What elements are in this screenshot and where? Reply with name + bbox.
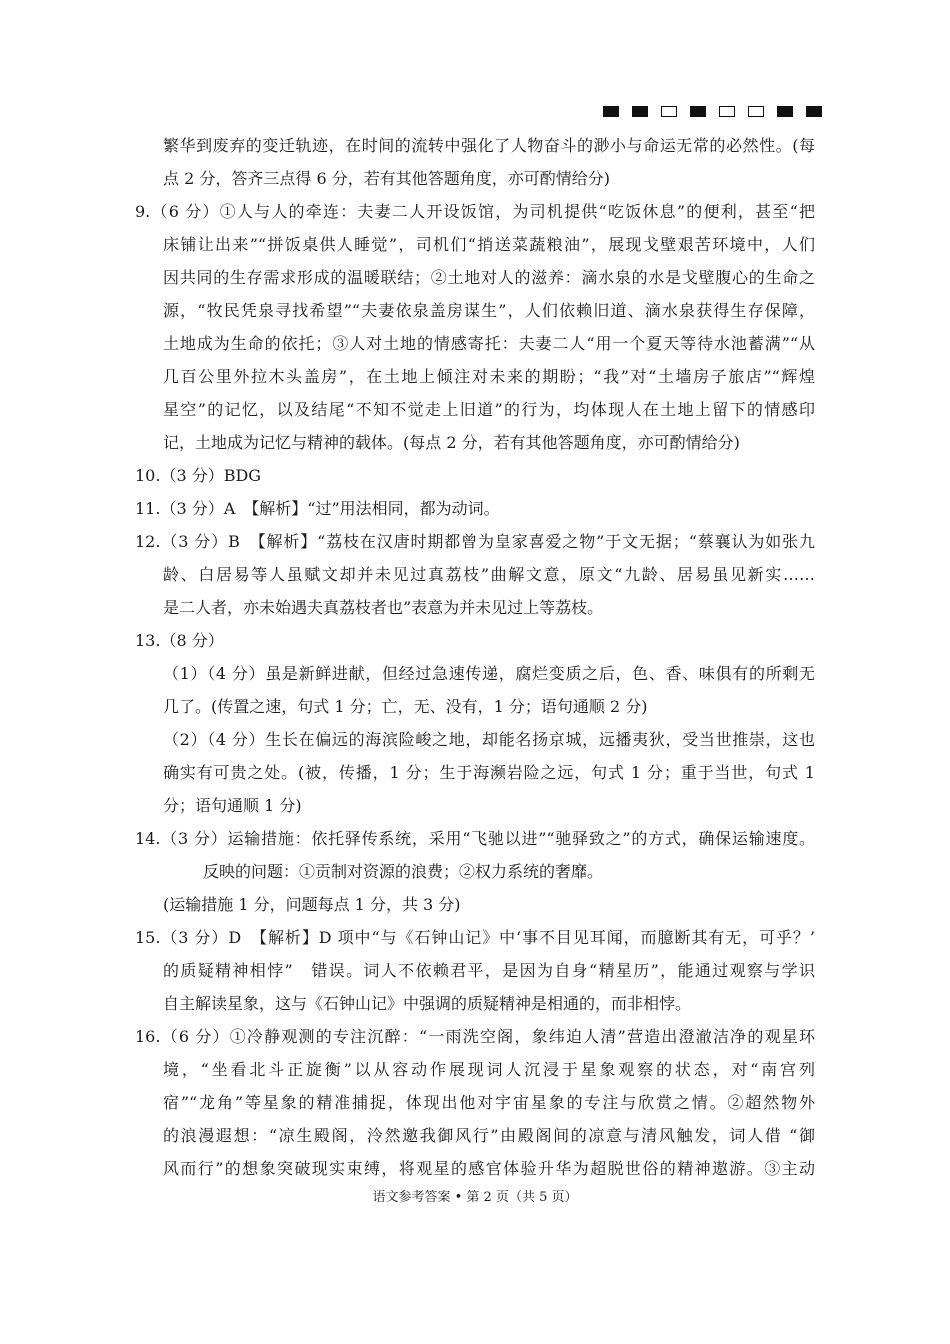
text-line: 16.（6 分）①冷静观测的专注沉醉：“一雨洗空阁，象纬迫人清”营造出澄澈洁净的观星环 (135, 1027, 815, 1046)
text-line: （2）（4 分）生长在偏远的海滨险峻之地，却能名扬京城，远播夷狄，受当世推崇，这也 (163, 730, 815, 749)
text-line: 的质疑精神相悖” 错误。词人不依赖君平，是因为自身“精星历”，能通过观察与学识 (163, 961, 815, 980)
text-line: 13.（8 分） (135, 631, 224, 650)
text-line: 星空”的记忆，以及结尾“不知不觉走上旧道”的行为，均体现人在土地上留下的情感印 (163, 400, 815, 419)
text-line: 境，“坐看北斗正旋衡”以从容动作展现词人沉浸于星象观察的状态，对“南宫列 (163, 1060, 815, 1079)
text-line: 记，土地成为记忆与精神的载体。(每点 2 分，若有其他答题角度，亦可酌情给分) (163, 433, 740, 452)
header-mark (719, 106, 735, 117)
text-line: 反映的问题：①贡制对资源的浪费；②权力系统的奢靡。 (203, 862, 604, 881)
text-line: 15.（3 分）D 【解析】D 项中“与《石钟山记》中‘事不目见耳闻，而臆断其有无，可乎？’ (135, 928, 815, 947)
text-line: (运输措施 1 分，问题每点 1 分，共 3 分) (163, 895, 461, 914)
header-mark (777, 106, 793, 117)
header-mark (690, 106, 706, 117)
header-mark (632, 106, 648, 117)
text-line: 11.（3 分）A 【解析】“过”用法相同，都为动词。 (135, 499, 500, 518)
page-footer: 语文参考答案 • 第 2 页（共 5 页） (372, 1190, 578, 1205)
text-line: 繁华到废弃的变迁轨迹，在时间的流转中强化了人物奋斗的渺小与命运无常的必然性。(每 (163, 136, 815, 155)
header-mark (806, 106, 822, 117)
text-line: 宿”“龙角”等星象的精准捕捉，体现出他对宇宙星象的专注与欣赏之情。②超然物外 (163, 1093, 815, 1112)
text-line: 风而行”的想象突破现实束缚，将观星的感官体验升华为超脱世俗的精神遨游。③主动 (163, 1159, 815, 1178)
header-mark (603, 106, 619, 117)
text-line: 点 2 分，答齐三点得 6 分，若有其他答题角度，亦可酌情给分) (163, 169, 610, 188)
text-line: 源，“牧民凭泉寻找希望”“夫妻依泉盖房谋生”，人们依赖旧道、滴水泉获得生存保障， (163, 301, 815, 320)
header-mark (748, 106, 764, 117)
text-line: 土地成为生命的依托；③人对土地的情感寄托：夫妻二人“用一个夏天等待水池蓄满”“从 (163, 334, 815, 353)
text-line: 分；语句通顺 1 分) (163, 796, 302, 815)
text-line: 因共同的生存需求形成的温暖联结；②土地对人的滋养：滴水泉的水是戈壁腹心的生命之 (163, 268, 815, 287)
text-line: 自主解读星象，这与《石钟山记》中强调的质疑精神是相通的，而非相悖。 (163, 994, 692, 1013)
header-mark (661, 106, 677, 117)
text-line: 的浪漫遐想：“凉生殿阁，泠然邀我御风行”由殿阁间的凉意与清风触发，词人借 “御 (163, 1126, 815, 1145)
text-line: 是二人者，亦未始遇夫真荔枝者也”表意为并未见过上等荔枝。 (163, 598, 604, 617)
text-line: 10.（3 分）BDG (135, 466, 262, 485)
text-line: 龄、白居易等人虽赋文却并未见过真荔枝”曲解文意，原文“九龄、居易虽见新实…… (163, 565, 815, 584)
text-line: 12.（3 分）B 【解析】“荔枝在汉唐时期都曾为皇家喜爱之物”于文无据；“蔡襄认为如张九 (135, 532, 815, 551)
text-line: 确实有可贵之处。(被，传播，1 分；生于海濒岩险之远，句式 1 分；重于当世，句式 1 (163, 763, 815, 782)
text-line: 14.（3 分）运输措施：依托驿传系统，采用“飞驰以进”“驰驿致之”的方式，确保运输速度。 (135, 829, 815, 848)
text-line: （1）（4 分）虽是新鲜进献，但经过急速传递，腐烂变质之后，色、香、味俱有的所剩无 (163, 664, 815, 683)
text-line: 几百公里外拉木头盖房”，在土地上倾注对未来的期盼；“我”对“土墙房子旅店”“辉煌 (163, 367, 815, 386)
text-line: 几了。(传置之速，句式 1 分；亡，无、没有，1 分；语句通顺 2 分) (163, 697, 648, 716)
text-line: 9.（6 分）①人与人的牵连：夫妻二人开设饭馆，为司机提供“吃饭休息”的便利，甚至“把 (135, 202, 815, 221)
text-line: 床铺让出来”“拼饭桌供人睡觉”，司机们“捎送菜蔬粮油”，展现戈壁艰苦环境中，人们 (163, 235, 815, 254)
